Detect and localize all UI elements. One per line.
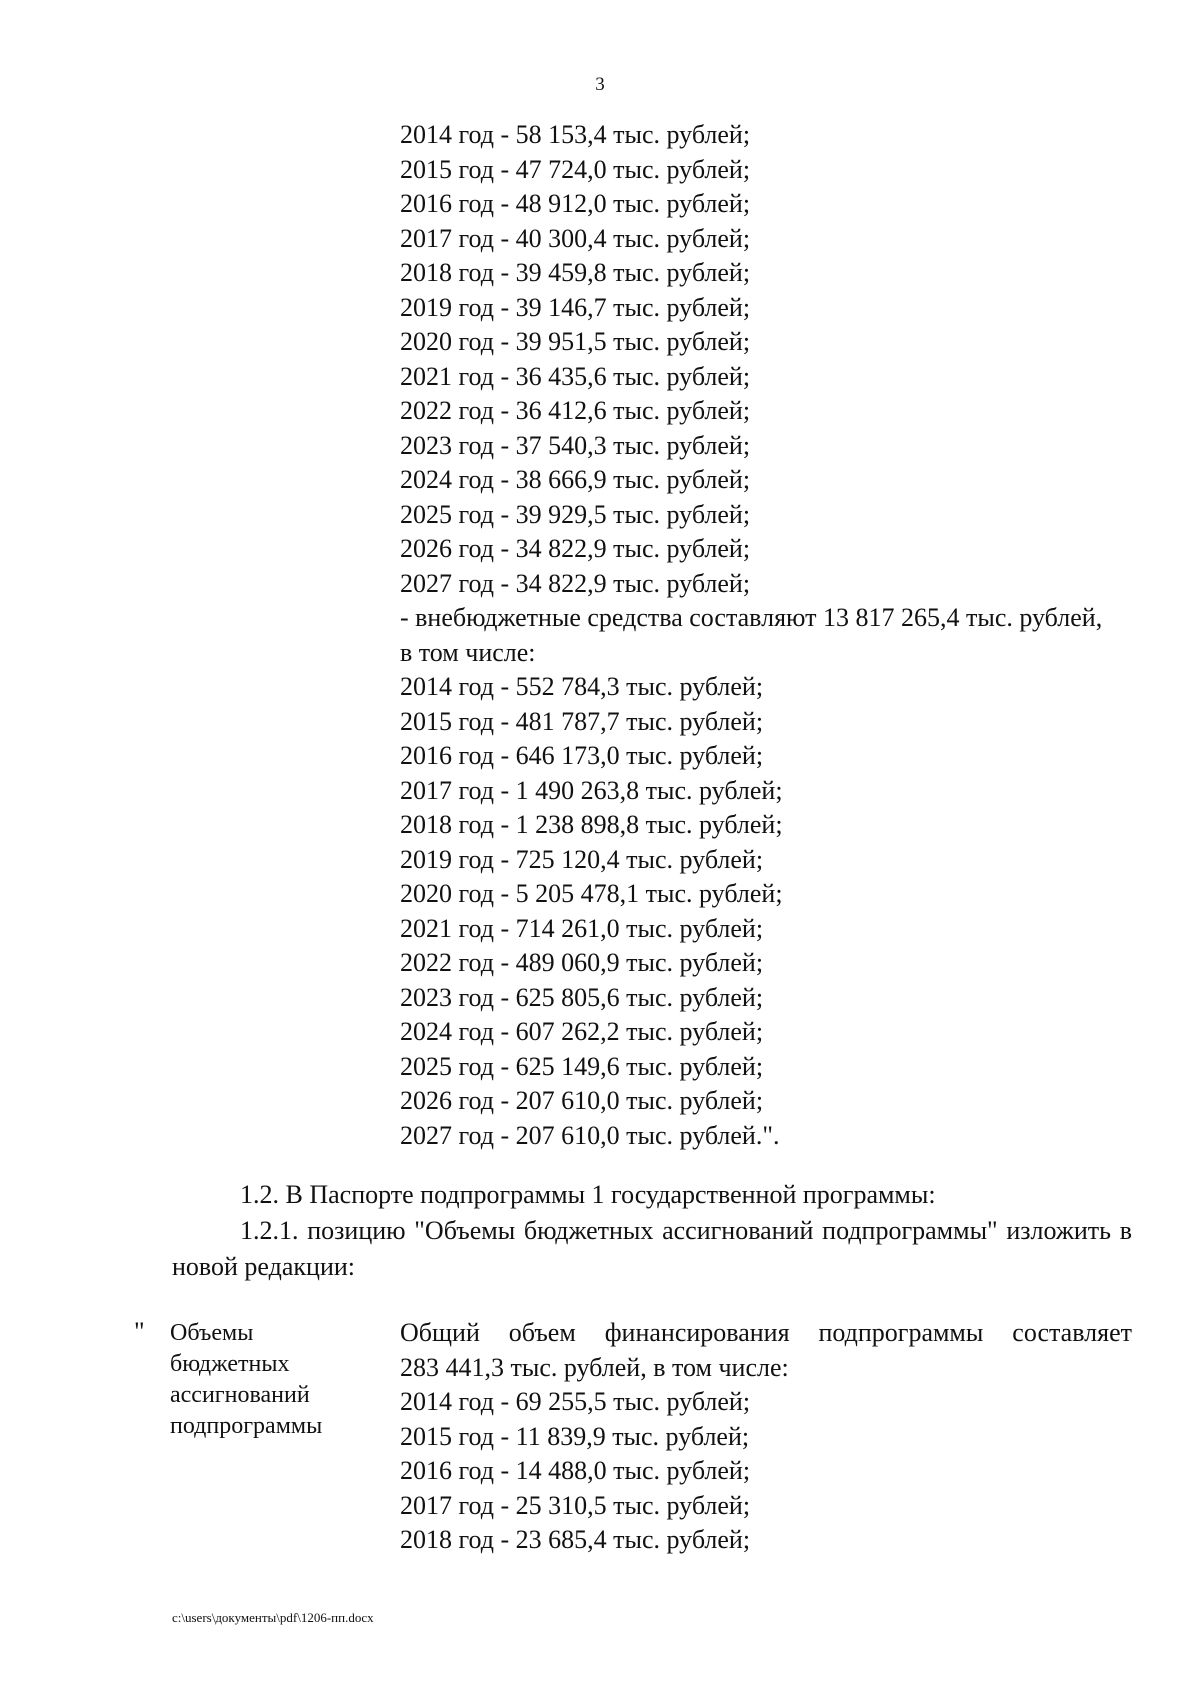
list-item: 2014 год - 58 153,4 тыс. рублей; <box>400 120 751 149</box>
list-item: 2015 год - 47 724,0 тыс. рублей; <box>400 154 751 184</box>
list-item: 2018 год - 23 685,4 тыс. рублей; <box>400 1525 751 1554</box>
list-item: 2015 год - 11 839,9 тыс. рублей; <box>400 1421 750 1451</box>
list-item: 2016 год - 646 173,0 тыс. рублей; <box>400 741 764 770</box>
list-item: 2018 год - 1 238 898,8 тыс. рублей; <box>400 810 783 839</box>
list-item: 2020 год - 39 951,5 тыс. рублей; <box>400 327 751 356</box>
list-item: 2014 год - 552 784,3 тыс. рублей; <box>400 672 764 701</box>
list-item: 2017 год - 25 310,5 тыс. рублей; <box>400 1490 751 1520</box>
page-number: 3 <box>595 74 605 95</box>
list-item: 2020 год - 5 205 478,1 тыс. рублей; <box>400 879 783 908</box>
list-item: 2023 год - 625 805,6 тыс. рублей; <box>400 982 764 1012</box>
list-item: 2025 год - 625 149,6 тыс. рублей; <box>400 1051 764 1081</box>
list-item: 2019 год - 39 146,7 тыс. рублей; <box>400 292 751 322</box>
position-label-line: Объемы <box>170 1320 254 1346</box>
list-item: 2016 год - 48 912,0 тыс. рублей; <box>400 189 751 218</box>
list-item: 2019 год - 725 120,4 тыс. рублей; <box>400 844 764 874</box>
list-item: 2026 год - 207 610,0 тыс. рублей; <box>400 1086 764 1115</box>
list-item: 2018 год - 39 459,8 тыс. рублей; <box>400 258 751 287</box>
file-path-footer: c:\users\документы\pdf\1206-пп.docx <box>172 1610 374 1625</box>
list-item: 2025 год - 39 929,5 тыс. рублей; <box>400 499 751 529</box>
funding-list-top <box>400 118 1140 1153</box>
extrabudget-line-cont: в том числе: <box>400 637 536 667</box>
position-label-line: бюджетных <box>170 1351 290 1377</box>
opening-quote: " <box>134 1317 145 1346</box>
list-item: 2023 год - 37 540,3 тыс. рублей; <box>400 430 751 460</box>
paragraph-1-2-1 <box>172 1213 1132 1285</box>
extrabudget-line: - внебюджетные средства составляют 13 817 265,4 тыс. рублей, <box>400 603 1103 632</box>
list-item: 2016 год - 14 488,0 тыс. рублей; <box>400 1456 751 1485</box>
total-funding-line-cont: 283 441,3 тыс. рублей, в том числе: <box>400 1352 789 1382</box>
list-item: 2015 год - 481 787,7 тыс. рублей; <box>400 706 764 736</box>
list-item: 2026 год - 34 822,9 тыс. рублей; <box>400 534 751 563</box>
list-item: 2024 год - 607 262,2 тыс. рублей; <box>400 1017 764 1046</box>
position-label <box>170 1318 370 1442</box>
list-item: 2014 год - 69 255,5 тыс. рублей; <box>400 1387 751 1416</box>
paragraph-1-2: 1.2. В Паспорте подпрограммы 1 государственной программы: <box>240 1180 936 1209</box>
paragraph-1-2-1-text: 1.2.1. позицию "Объемы бюджетных ассигнований подпрограммы" изложить в новой редакции: <box>172 1216 1132 1281</box>
total-funding-line: Общий объем финансирования подпрограммы составляет <box>400 1318 1132 1347</box>
list-item: 2021 год - 36 435,6 тыс. рублей; <box>400 361 751 391</box>
position-value <box>400 1316 1132 1558</box>
position-label-line: подпрограммы <box>170 1413 323 1439</box>
list-item: 2017 год - 1 490 263,8 тыс. рублей; <box>400 775 783 805</box>
list-item: 2027 год - 34 822,9 тыс. рублей; <box>400 568 751 598</box>
list-item: 2022 год - 489 060,9 тыс. рублей; <box>400 948 764 977</box>
position-label-line: ассигнований <box>170 1382 310 1408</box>
list-item: 2024 год - 38 666,9 тыс. рублей; <box>400 465 751 494</box>
list-item: 2021 год - 714 261,0 тыс. рублей; <box>400 913 764 943</box>
list-item: 2017 год - 40 300,4 тыс. рублей; <box>400 223 751 253</box>
list-item: 2027 год - 207 610,0 тыс. рублей.". <box>400 1120 780 1150</box>
list-item: 2022 год - 36 412,6 тыс. рублей; <box>400 396 751 425</box>
